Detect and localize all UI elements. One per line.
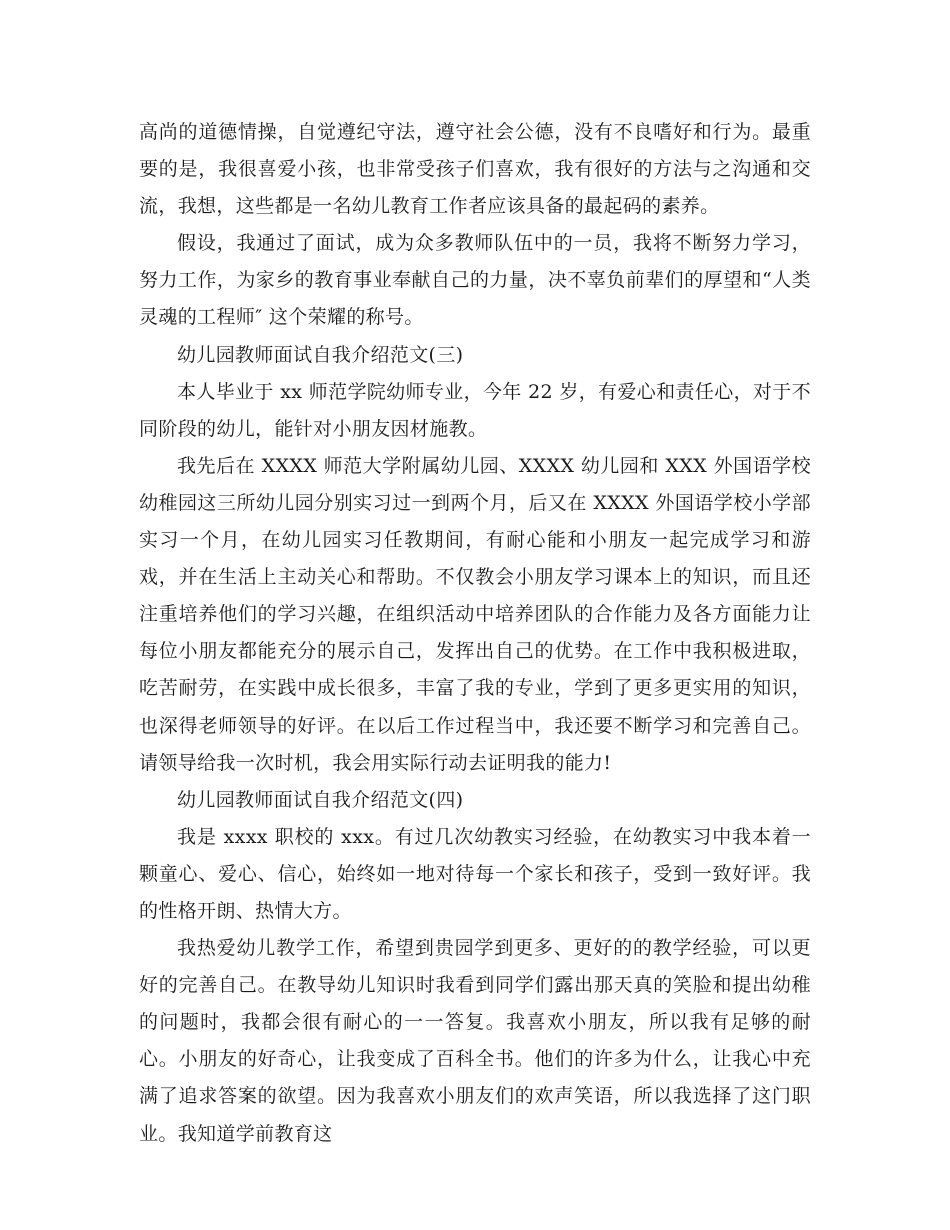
document-body <box>139 114 811 1153</box>
paragraph: 我是 xxxx 职校的 xxx。有过几次幼教实习经验，在幼教实习中我本着一颗童心、爱心、信心，始终如一地对待每一个家长和孩子，受到一致好评。我的性格开朗、热情大方。 <box>139 825 811 922</box>
paragraph: 我先后在 XXXX 师范大学附属幼儿园、XXXX 幼儿园和 XXX 外国语学校幼稚园这三所幼儿园分别实习过一到两个月，后又在 XXXX 外国语学校小学部实习一个月，在幼儿园实习任教期间，有耐心能和小朋友一起完成学习和游戏，并在生活上主动关心和帮助。不仅教会小朋友学习课本上的知识，而且还注重培养他们的学习兴趣，在组织活动中培养团队的合作能力及各方面能力让每位小朋友都能充分的展示自己，发挥出自己的优势。在工作中我积极进取，吃苦耐劳，在实践中成长很多，丰富了我的专业，学到了更多更实用的知识，也深得老师领导的好评。在以后工作过程当中，我还要不断学习和完善自己。请领导给我一次时机，我会用实际行动去证明我的能力! <box>139 454 811 774</box>
paragraph: 假设，我通过了面试，成为众多教师队伍中的一员，我将不断努力学习，努力工作，为家乡的教育事业奉献自己的力量，决不辜负前辈们的厚望和“人类灵魂的工程师″ 这个荣耀的称号。 <box>139 232 811 329</box>
section-heading-3: 幼儿园教师面试自我介绍范文(三) <box>177 343 464 366</box>
paragraph-continued: 高尚的道德情操，自觉遵纪守法，遵守社会公德，没有不良嗜好和行为。最重要的是，我很喜爱小孩，也非常受孩子们喜欢，我有很好的方法与之沟通和交流，我想，这些都是一名幼儿教育工作者应该具备的最起码的素养。 <box>139 121 811 218</box>
paragraph: 本人毕业于 xx 师范学院幼师专业，今年 22 岁，有爱心和责任心，对于不同阶段的幼儿，能针对小朋友因材施教。 <box>139 380 811 440</box>
paragraph: 我热爱幼儿教学工作，希望到贵园学到更多、更好的的教学经验，可以更好的完善自己。在教导幼儿知识时我看到同学们露出那天真的笑脸和提出幼稚的问题时，我都会很有耐心的一一答复。我喜欢小朋友，所以我有足够的耐心。小朋友的好奇心，让我变成了百科全书。他们的许多为什么，让我心中充满了追求答案的欲望。因为我喜欢小朋友们的欢声笑语，所以我选择了这门职业。我知道学前教育这 <box>139 937 811 1145</box>
section-heading-4: 幼儿园教师面试自我介绍范文(四) <box>177 788 464 811</box>
